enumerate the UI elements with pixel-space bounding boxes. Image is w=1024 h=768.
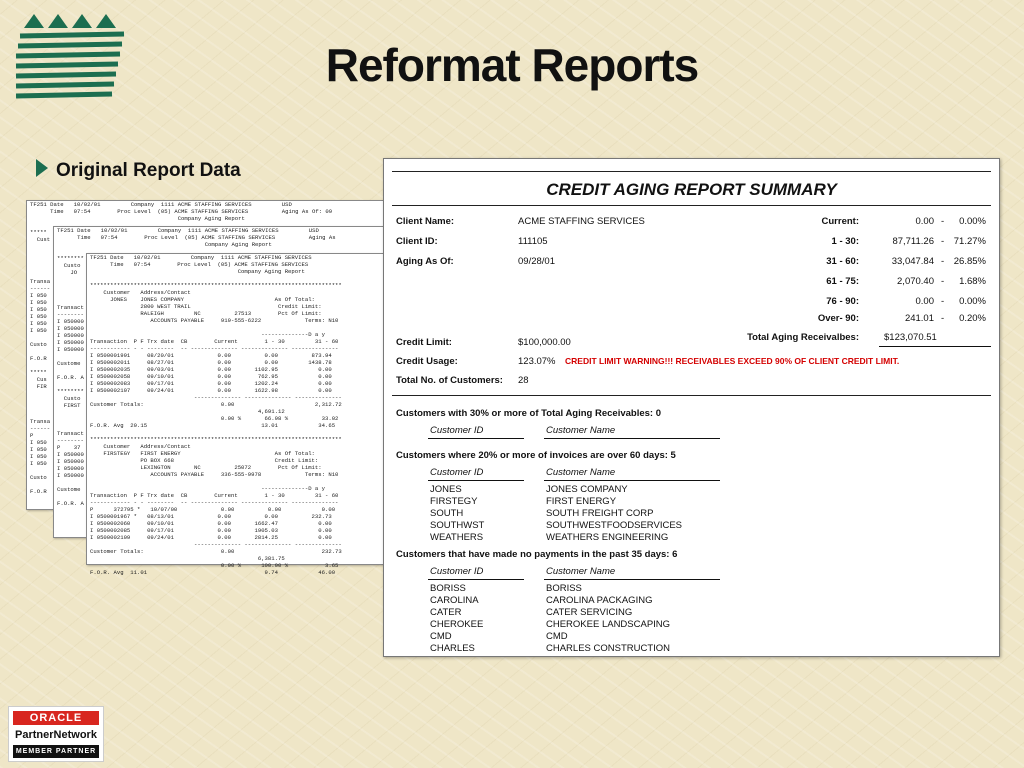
slide-title: Reformat Reports — [325, 39, 699, 91]
report-line: Transaction P F Trx date CB Current 1 - 30 31 - 60 — [90, 492, 339, 499]
report-line: F.O.R. Avg 20.15 13.01 34.65 — [90, 422, 336, 429]
report-line: I 050000 — [57, 318, 84, 325]
report-line: Company Aging Report — [90, 268, 305, 275]
customer-id: CAROLINA — [430, 595, 479, 606]
report-line: ***** — [30, 369, 47, 376]
customer-name: CHEROKEE LANDSCAPING — [546, 619, 671, 630]
report-line: Custo — [30, 474, 47, 481]
customer-id: WEATHERS — [430, 532, 484, 543]
customer-id: FIRSTEGY — [430, 496, 478, 507]
customer-id: JONES — [430, 484, 462, 495]
report-line: --------------D a y — [90, 331, 325, 338]
report-line — [87, 275, 387, 282]
bucket-amount: 33,047.84 — [891, 256, 934, 267]
credit-limit-label: Credit Limit: — [396, 337, 452, 348]
report-line: --------------D a y — [90, 485, 325, 492]
report-line: TF251 Date 10/02/01 Company 1111 ACME STAFFING SERVICES USD — [30, 201, 292, 208]
report-line: FIRST — [57, 402, 81, 409]
bucket-amount: 2,070.40 — [897, 276, 934, 287]
report-line: Time 07:54 Proc Level (05) ACME STAFFING SERVICES — [90, 261, 309, 268]
report-line: I 050 — [30, 439, 47, 446]
report-line: I 0500001967 * 08/13/01 0.00 0.00 232.73 — [90, 513, 332, 520]
report-line: Custome — [57, 360, 81, 367]
report-line: ------------ - - -------- -- -------------- -------------- -------------- — [90, 345, 339, 352]
report-line: Customer Address/Contact — [90, 289, 191, 296]
report-line: Transaction P F Trx date CB Current 1 - 30 31 - 60 — [90, 338, 339, 345]
report-line: 0.00 % 100.00 % 3.65 — [90, 562, 339, 569]
report-line: FIRSTEGY FIRST ENERGY As Of Total: — [90, 450, 315, 457]
customer-name: CMD — [546, 631, 568, 642]
report-line: Transact — [57, 430, 84, 437]
report-line: Cust — [30, 236, 51, 243]
bucket-percent: 0.00% — [959, 216, 986, 227]
report-line: F.O.R — [30, 488, 47, 495]
column-underline-id — [428, 579, 524, 580]
credit-aging-summary-panel — [383, 158, 1000, 657]
report-line: 0.00 % 66.98 % 33.02 — [90, 415, 339, 422]
customer-name: JONES COMPANY — [546, 484, 628, 495]
num-customers-label: Total No. of Customers: — [396, 375, 503, 386]
bucket-dash: - — [941, 216, 945, 227]
customer-id: BORISS — [430, 583, 466, 594]
report-line: I 050000 — [57, 325, 84, 332]
report-line: P — [30, 432, 34, 439]
column-header-customer-name: Customer Name — [546, 566, 616, 577]
report-line: ******** — [57, 388, 84, 395]
top-rule — [392, 171, 991, 172]
report-line: Custome — [57, 486, 81, 493]
column-header-customer-id: Customer ID — [430, 566, 484, 577]
report-line: ACCOUNTS PAYABLE 336-555-9978 Terms: N10 — [90, 471, 339, 478]
report-line: I 050000 — [57, 458, 84, 465]
report-line: Time 07:54 Proc Level (05) ACME STAFFING SERVICES Aging As Of: 09 — [30, 208, 333, 215]
customer-id: SOUTHWST — [430, 520, 485, 531]
report-line: I 050 — [30, 313, 47, 320]
section-heading: Customers with 30% or more of Total Aging Receivables: 0 — [396, 408, 662, 419]
original-report-page-3 — [86, 253, 388, 576]
report-line: I 050000 — [57, 346, 84, 353]
credit-warning: CREDIT LIMIT WARNING!!! RECEIVABLES EXCEED 90% OF CLIENT CREDIT LIMIT. — [565, 356, 900, 366]
report-line: JO — [57, 269, 78, 276]
customer-id: CMD — [430, 631, 452, 642]
report-line: I 050 — [30, 299, 47, 306]
report-line: I 050000 — [57, 332, 84, 339]
report-line: TF251 Date 10/02/01 Company 1111 ACME STAFFING SERVICES — [90, 254, 312, 261]
report-line: Custo — [57, 395, 81, 402]
report-line: ------------ - - -------- -- -------------- -------------- -------------- — [90, 499, 339, 506]
client-name-value: ACME STAFFING SERVICES — [518, 216, 645, 227]
column-header-customer-name: Customer Name — [546, 467, 616, 478]
bullet-arrow-icon — [36, 159, 48, 177]
bucket-label: Current: — [821, 216, 859, 227]
report-line: Customer Address/Contact — [90, 443, 191, 450]
report-line: P 372795 * 10/07/00 0.00 0.00 0.00 — [90, 506, 336, 513]
report-line: I 050 — [30, 292, 47, 299]
bucket-percent: 26.85% — [953, 256, 986, 267]
num-customers-value: 28 — [518, 375, 529, 386]
report-line: F.O.R. Avg 11.01 9.74 46.00 — [90, 569, 336, 576]
total-underline — [879, 346, 991, 347]
report-line — [87, 429, 387, 436]
credit-limit-value: $100,000.00 — [518, 337, 571, 348]
report-line: Transa — [30, 418, 51, 425]
report-line: -------------- -------------- -------------- — [90, 541, 342, 548]
report-line: I 050 — [30, 320, 47, 327]
bucket-dash: - — [941, 236, 945, 247]
report-line: I 050000 — [57, 339, 84, 346]
report-line: F.O.R. A — [57, 374, 84, 381]
report-line: Custo — [57, 262, 81, 269]
report-line: *************************************************************************** — [90, 282, 342, 289]
customer-id: CHARLES — [430, 643, 475, 654]
report-line: TF251 Date 10/02/01 Company 1111 ACME STAFFING SERVICES USD — [57, 227, 319, 234]
report-line: -------- — [57, 437, 84, 444]
summary-title: CREDIT AGING REPORT SUMMARY — [546, 180, 837, 199]
member-partner-label: MEMBER PARTNER — [13, 745, 99, 758]
aging-as-of-value: 09/28/01 — [518, 256, 555, 267]
title-rule — [392, 205, 991, 206]
partner-network-label: PartnerNetwork — [15, 729, 97, 741]
report-line: I 050 — [30, 446, 47, 453]
report-line: I 0500002035 09/03/01 0.00 1102.95 0.00 — [90, 366, 332, 373]
customer-name: SOUTH FREIGHT CORP — [546, 508, 654, 519]
report-line: ACCOUNTS PAYABLE 919-555-6222 Terms: N10 — [90, 317, 339, 324]
report-line: Customer Totals: 0.00 232.73 — [90, 548, 342, 555]
customer-id: SOUTH — [430, 508, 464, 519]
customer-name: CHARLES CONSTRUCTION — [546, 643, 671, 654]
customer-id: CATER — [430, 607, 462, 618]
column-underline-name — [544, 579, 720, 580]
slide-subtitle: Original Report Data — [56, 160, 241, 181]
bucket-label: Over- 90: — [817, 313, 859, 324]
column-underline-name — [544, 438, 720, 439]
bucket-label: 61 - 75: — [826, 276, 859, 287]
report-line: I 0500002011 08/27/01 0.00 0.00 1438.78 — [90, 359, 332, 366]
total-aging-label: Total Aging Receivalbes: — [747, 332, 859, 343]
report-line — [87, 478, 387, 485]
report-line: ------ — [30, 285, 51, 292]
section-heading: Customers that have made no payments in the past 35 days: 6 — [396, 549, 678, 560]
report-line: *************************************************************************** — [90, 436, 342, 443]
section-heading: Customers where 20% or more of invoices are over 60 days: 5 — [396, 450, 676, 461]
report-line — [87, 324, 387, 331]
report-line: Company Aging Report — [30, 215, 245, 222]
report-line: Time 07:54 Proc Level (05) ACME STAFFING SERVICES Aging As — [57, 234, 336, 241]
report-line: ******** — [57, 255, 84, 262]
column-underline-id — [428, 438, 524, 439]
column-underline-name — [544, 480, 720, 481]
bucket-dash: - — [941, 276, 945, 287]
customer-id: CHEROKEE — [430, 619, 484, 630]
report-line: -------------- -------------- -------------- — [90, 394, 342, 401]
report-line: P 37 — [57, 444, 81, 451]
report-line: PO BOX 668 Credit Limit: — [90, 457, 319, 464]
total-aging-value: $123,070.51 — [884, 332, 937, 343]
bucket-amount: 87,711.26 — [892, 236, 934, 247]
report-line: FIR — [30, 383, 47, 390]
report-line: JONES JONES COMPANY As Of Total: — [90, 296, 315, 303]
report-line: I 050000 — [57, 451, 84, 458]
customer-name: CAROLINA PACKAGING — [546, 595, 653, 606]
client-id-value: 111105 — [518, 236, 548, 247]
customer-name: BORISS — [546, 583, 582, 594]
report-line: F.O.R. A — [57, 500, 84, 507]
client-id-label: Client ID: — [396, 236, 438, 247]
report-line: I 0500002109 09/24/01 0.00 2814.25 0.00 — [90, 534, 332, 541]
report-line: RALEIGH NC 27513 Pct Of Limit: — [90, 310, 322, 317]
report-line: I 0500002058 09/10/01 0.00 762.95 0.00 — [90, 373, 332, 380]
customer-name: SOUTHWESTFOODSERVICES — [546, 520, 683, 531]
report-line: 2800 WEST TRAIL Credit Limit: — [90, 303, 322, 310]
report-line: I 050000 — [57, 472, 84, 479]
bucket-dash: - — [941, 256, 945, 267]
report-line: I 0500002060 09/10/01 0.00 1662.47 0.00 — [90, 520, 332, 527]
report-line: Transa — [30, 278, 51, 285]
column-header-customer-name: Customer Name — [546, 425, 616, 436]
credit-usage-label: Credit Usage: — [396, 356, 458, 367]
bucket-label: 1 - 30: — [831, 236, 859, 247]
report-line: ***** — [30, 229, 47, 236]
oracle-partner-badge — [8, 706, 104, 762]
report-line: I 050 — [30, 327, 47, 334]
report-line: I 050 — [30, 306, 47, 313]
report-line: 4,691.12 — [90, 408, 285, 415]
report-line: Company Aging Report — [57, 241, 272, 248]
oracle-brand: ORACLE — [13, 711, 99, 725]
column-underline-id — [428, 480, 524, 481]
report-line: -------- — [57, 311, 84, 318]
report-line: I 0500001991 08/20/01 0.00 0.00 873.94 — [90, 352, 332, 359]
bucket-percent: 0.20% — [959, 313, 986, 324]
report-line: I 050 — [30, 453, 47, 460]
report-line: LEXINGTON NC 25072 Pct Of Limit: — [90, 464, 322, 471]
column-header-customer-id: Customer ID — [430, 425, 484, 436]
bucket-percent: 71.27% — [953, 236, 986, 247]
report-line: 6,381.75 — [90, 555, 285, 562]
report-line: I 0500002085 09/17/01 0.00 1905.03 0.00 — [90, 527, 332, 534]
report-line: Transact — [57, 304, 84, 311]
customer-name: FIRST ENERGY — [546, 496, 617, 507]
customer-name: CATER SERVICING — [546, 607, 633, 618]
report-line: Cus — [30, 376, 47, 383]
report-line: I 0500002107 09/24/01 0.00 1622.98 0.00 — [90, 387, 332, 394]
report-line: Custo — [30, 341, 47, 348]
bucket-dash: - — [941, 296, 945, 307]
client-name-label: Client Name: — [396, 216, 455, 227]
report-line: ------ — [30, 425, 51, 432]
bucket-percent: 0.00% — [959, 296, 986, 307]
report-line: I 050000 — [57, 465, 84, 472]
bucket-label: 76 - 90: — [826, 296, 859, 307]
report-line: I 050 — [30, 460, 47, 467]
bucket-amount: 241.01 — [904, 313, 934, 324]
customer-name: WEATHERS ENGINEERING — [546, 532, 669, 543]
section-rule — [392, 395, 991, 396]
report-line: F.O.R — [30, 355, 47, 362]
bucket-label: 31 - 60: — [826, 256, 859, 267]
column-header-customer-id: Customer ID — [430, 467, 484, 478]
report-line: I 0500002083 09/17/01 0.00 1202.24 0.00 — [90, 380, 332, 387]
bucket-dash: - — [941, 313, 945, 324]
report-line: Customer Totals: 0.00 2,312.72 — [90, 401, 342, 408]
aging-as-of-label: Aging As Of: — [396, 256, 454, 267]
credit-usage-value: 123.07% — [518, 356, 556, 367]
bucket-amount: 0.00 — [915, 216, 934, 227]
bucket-amount: 0.00 — [915, 296, 934, 307]
bucket-percent: 1.68% — [959, 276, 986, 287]
